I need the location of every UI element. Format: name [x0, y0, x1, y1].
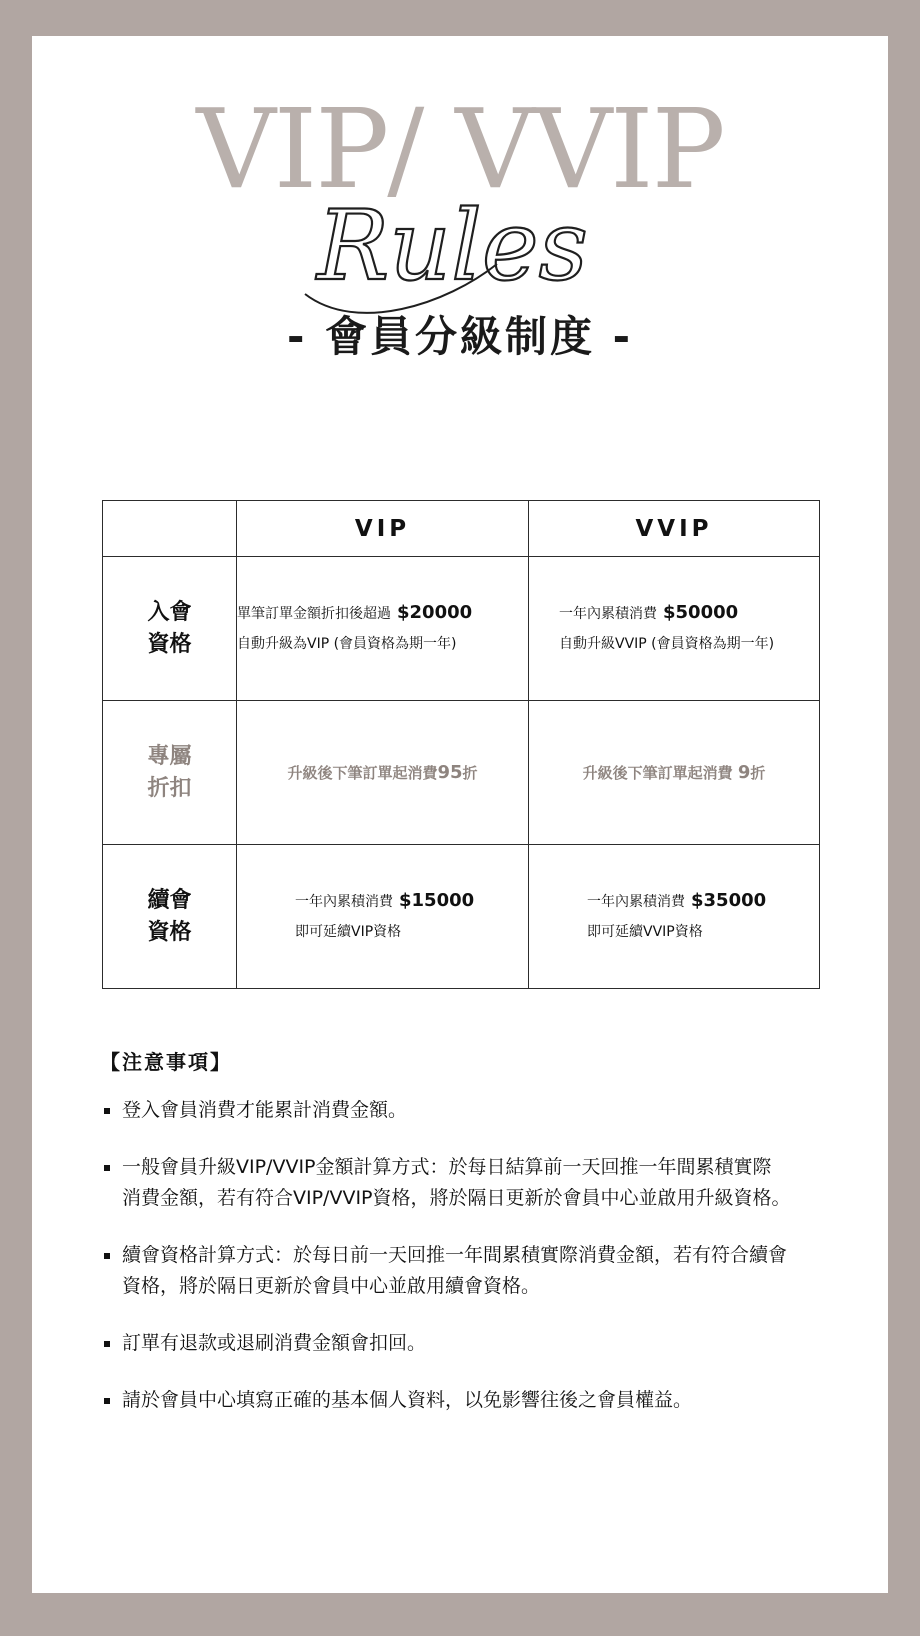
note-line: 請於會員中心填寫正確的基本個人資料，以免影響往後之會員權益。 — [122, 1389, 693, 1411]
amount: $15000 — [399, 890, 475, 911]
row-label-line: 資格 — [147, 919, 192, 945]
condition-text: 一年內累積消費 — [559, 606, 657, 622]
result-text: 即可延續VVIP資格 — [587, 924, 703, 940]
header-vvip: VVIP — [529, 501, 820, 557]
hero — [32, 36, 888, 416]
condition-text: 一年內累積消費 — [295, 894, 393, 910]
bullet-icon — [104, 1398, 110, 1404]
background-title: VIP/ VVIP — [196, 85, 724, 213]
table-row-discount — [103, 701, 820, 845]
note-line: 資格，將於隔日更新於會員中心並啟用續會資格。 — [122, 1275, 541, 1297]
discount-suffix: 折 — [462, 764, 478, 782]
bullet-icon — [104, 1165, 110, 1171]
cell-join-vvip — [529, 557, 820, 701]
bullet-icon — [104, 1341, 110, 1347]
cell-discount-vip — [237, 701, 529, 845]
cell-discount-vvip — [529, 701, 820, 845]
discount-text: 升級後下筆訂單起消費 — [582, 764, 733, 782]
note-line: 登入會員消費才能累計消費金額。 — [122, 1099, 408, 1121]
discount-value: 95 — [437, 762, 463, 783]
note-item — [100, 1385, 860, 1416]
table-row-join — [103, 557, 820, 701]
result-text: 自動升級為VIP (會員資格為期一年) — [237, 636, 457, 652]
script-title-text: Rules — [317, 190, 588, 302]
note-line: 續會資格計算方式：於每日前一天回推一年間累積實際消費金額，若有符合續會 — [122, 1244, 788, 1266]
amount: $20000 — [397, 602, 473, 623]
header-empty-cell — [103, 501, 237, 557]
note-line: 消費金額，若有符合VIP/VVIP資格，將於隔日更新於會員中心並啟用升級資格。 — [122, 1187, 791, 1209]
cell-renew-vip — [237, 845, 529, 989]
bullet-icon — [104, 1253, 110, 1259]
notes-title: 【注意事項】 — [100, 1050, 232, 1074]
discount-text: 升級後下筆訂單起消費 — [287, 764, 438, 782]
note-line: 訂單有退款或退刷消費金額會扣回。 — [122, 1332, 427, 1354]
result-text: 即可延續VIP資格 — [295, 924, 402, 940]
note-item — [100, 1152, 860, 1214]
note-item — [100, 1095, 860, 1126]
row-label-renew — [103, 845, 237, 989]
row-label-line: 折扣 — [147, 775, 192, 801]
cell-join-vip — [237, 557, 529, 701]
discount-suffix: 折 — [750, 764, 766, 782]
row-label-join — [103, 557, 237, 701]
amount: $35000 — [691, 890, 767, 911]
cell-renew-vvip — [529, 845, 820, 989]
page-subtitle: - 會員分級制度 - — [286, 312, 634, 361]
table-header-row — [103, 501, 820, 557]
header-vip: VIP — [237, 501, 529, 557]
tier-table — [102, 500, 820, 989]
note-line: 一般會員升級VIP/VVIP金額計算方式：於每日結算前一天回推一年間累積實際 — [122, 1156, 772, 1178]
note-item — [100, 1328, 860, 1359]
row-label-line: 專屬 — [147, 743, 192, 769]
amount: $50000 — [663, 602, 739, 623]
row-label-line: 續會 — [147, 887, 192, 913]
row-label-line: 資格 — [147, 631, 192, 657]
table-row-renew — [103, 845, 820, 989]
discount-value: 9 — [737, 762, 751, 783]
condition-text: 一年內累積消費 — [587, 894, 685, 910]
row-label-line: 入會 — [147, 599, 192, 625]
row-label-discount — [103, 701, 237, 845]
result-text: 自動升級VVIP (會員資格為期一年) — [559, 636, 775, 652]
notes-section — [100, 1046, 860, 1442]
condition-text: 單筆訂單金額折扣後超過 — [237, 606, 391, 622]
note-item — [100, 1240, 860, 1302]
content-card — [32, 36, 888, 1593]
bullet-icon — [104, 1108, 110, 1114]
